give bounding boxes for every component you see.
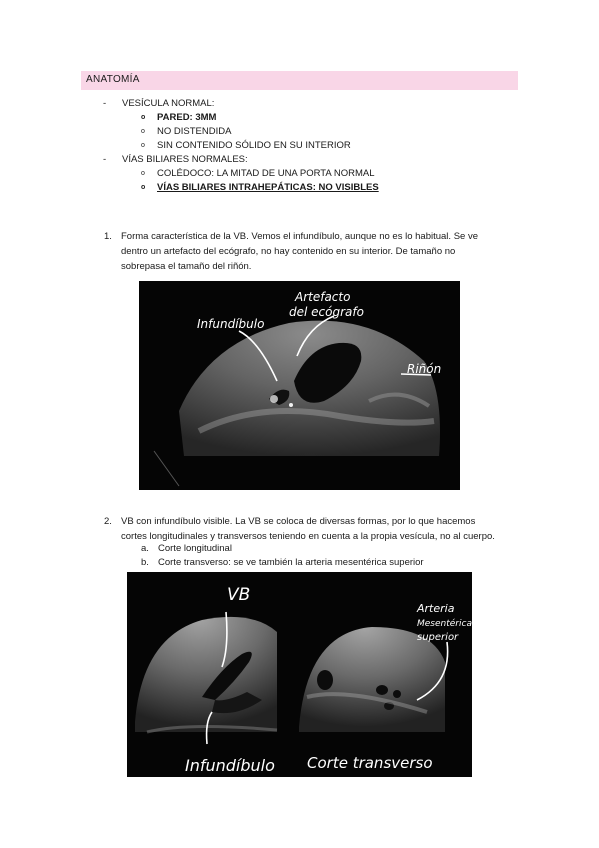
bullet-marker: o bbox=[141, 142, 145, 149]
ultrasound-figure-1 bbox=[139, 281, 460, 490]
annotation-infundibulo: Infundíbulo bbox=[197, 317, 265, 331]
annotation-arteria: Arteria bbox=[417, 602, 455, 615]
annotation-rinon: Riñón bbox=[407, 362, 442, 376]
numbered-item-1 bbox=[104, 229, 502, 274]
dash-marker: - bbox=[103, 98, 107, 109]
bullet-marker: o bbox=[141, 128, 145, 135]
annotation-del-ecografo: del ecógrafo bbox=[289, 305, 364, 319]
annotation-artefacto: Artefacto bbox=[295, 290, 351, 304]
sub-item-corte-longitudinal bbox=[141, 543, 232, 554]
list-item-vias-biliares bbox=[103, 154, 248, 165]
annotation-vb: VB bbox=[227, 585, 251, 605]
ultrasound-image-cortes bbox=[127, 572, 472, 777]
section-title: ANATOMÍA bbox=[86, 74, 140, 85]
annotation-mesenterica: Mesentérica bbox=[417, 619, 472, 629]
sub-item-text: NO DISTENDIDA bbox=[157, 126, 232, 137]
numbered-item-2 bbox=[104, 514, 502, 544]
sub-item-sin-contenido bbox=[141, 140, 351, 151]
sub-item-text: COLÉDOCO: LA MITAD DE UNA PORTA NORMAL bbox=[157, 168, 375, 179]
item-number: 2. bbox=[104, 516, 112, 527]
list-item-vesicula-normal bbox=[103, 98, 214, 109]
sub-item-text: Corte transverso: se ve también la arteria mesentérica superior bbox=[158, 557, 424, 568]
annotation-corte-transverso: Corte transverso bbox=[307, 754, 433, 772]
sub-item-text: VÍAS BILIARES INTRAHEPÁTICAS: NO VISIBLES bbox=[157, 182, 379, 193]
item-number: 1. bbox=[104, 231, 112, 242]
sub-item-pared bbox=[141, 112, 216, 123]
sub-item-corte-transverso bbox=[141, 557, 424, 568]
list-item-label: VESÍCULA NORMAL: bbox=[122, 98, 215, 109]
annotation-infundibulo: Infundíbulo bbox=[185, 756, 275, 775]
dash-marker: - bbox=[103, 154, 107, 165]
bullet-marker: o bbox=[141, 184, 146, 191]
sub-item-letter: a. bbox=[141, 543, 149, 554]
sub-item-vias-intrahepaticas bbox=[141, 182, 379, 193]
annotation-superior: superior bbox=[417, 632, 459, 643]
item-text: Forma característica de la VB. Vemos el infundíbulo, aunque no es lo habitual. Se ve dentro un artefacto del ecógrafo, no hay contenido en su interior. De tamaño no sobrepasa el tamaño del riñón. bbox=[121, 231, 478, 272]
sub-item-coledoco bbox=[141, 168, 375, 179]
item-text: VB con infundíbulo visible. La VB se coloca de diversas formas, por lo que hacemos cortes longitudinales y transversos teniendo en cuenta a la propia vesícula, no al cuerpo. bbox=[121, 516, 495, 542]
sub-item-text: SIN CONTENIDO SÓLIDO EN SU INTERIOR bbox=[157, 140, 351, 151]
list-item-label: VÍAS BILIARES NORMALES: bbox=[122, 154, 248, 165]
bullet-marker: o bbox=[141, 170, 145, 177]
sub-item-letter: b. bbox=[141, 557, 149, 568]
bullet-marker: o bbox=[141, 114, 146, 121]
sub-item-no-distendida bbox=[141, 126, 231, 137]
ultrasound-figure-2 bbox=[127, 572, 472, 777]
ultrasound-image-gallbladder bbox=[139, 281, 460, 490]
section-header-anatomia bbox=[81, 71, 518, 90]
sub-item-text: Corte longitudinal bbox=[158, 543, 232, 554]
sub-item-text: PARED: 3MM bbox=[157, 112, 217, 123]
